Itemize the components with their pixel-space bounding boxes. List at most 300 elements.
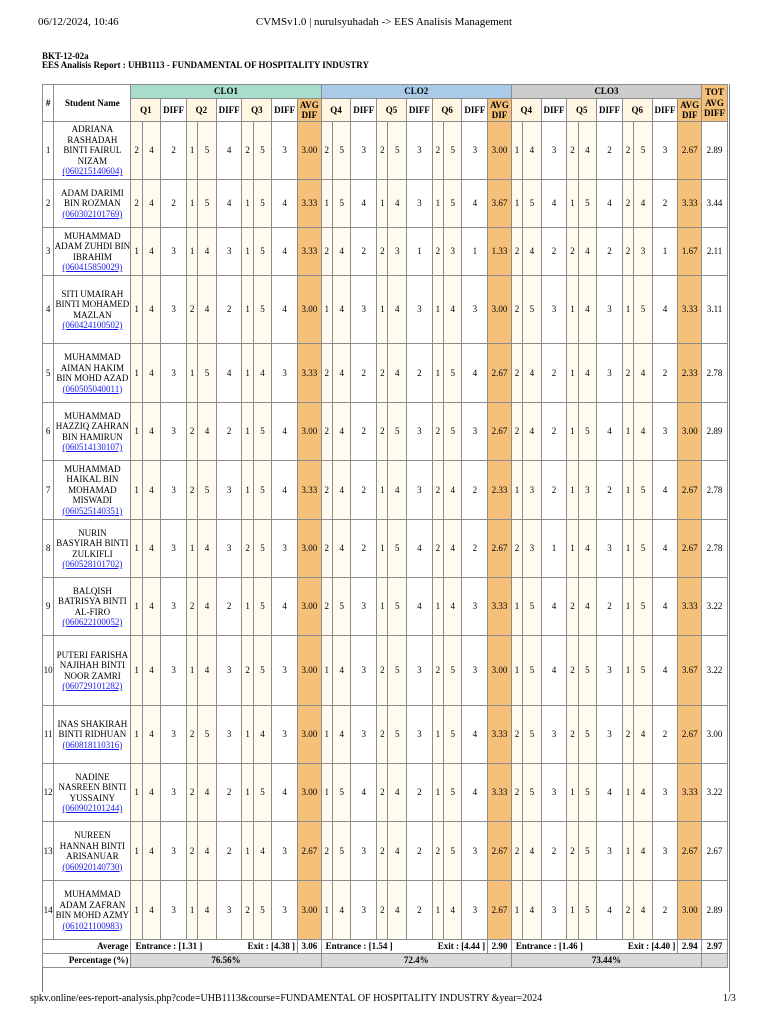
exit-score: 4 <box>198 276 217 344</box>
diff-value: 3 <box>161 764 187 822</box>
entrance-score: 1 <box>321 180 332 228</box>
student-name-cell <box>54 228 131 276</box>
exit-score: 5 <box>332 122 351 180</box>
col-header-question: Q3 <box>242 99 272 122</box>
entrance-score: 1 <box>131 461 142 520</box>
entrance-score: 2 <box>186 578 197 636</box>
exit-score: 5 <box>253 180 272 228</box>
entrance-score: 2 <box>377 636 388 706</box>
table-row <box>43 228 728 276</box>
entrance-score: 2 <box>321 228 332 276</box>
exit-score: 4 <box>142 403 161 461</box>
exit-score: 5 <box>578 822 597 881</box>
entrance-score: 1 <box>567 461 578 520</box>
diff-value: 4 <box>272 180 298 228</box>
clo-header-2: CLO2 <box>321 85 511 99</box>
entrance-score: 1 <box>432 881 443 940</box>
diff-value: 3 <box>541 881 567 940</box>
entrance-score: 2 <box>622 881 633 940</box>
entrance-score: 2 <box>321 578 332 636</box>
exit-score: 4 <box>332 228 351 276</box>
entrance-score: 1 <box>131 228 142 276</box>
diff-value: 3 <box>597 520 623 578</box>
entrance-score: 1 <box>242 461 253 520</box>
exit-score: 4 <box>578 122 597 180</box>
diff-value: 3 <box>216 881 242 940</box>
percentage-label: Percentage (%) <box>43 954 131 968</box>
diff-value: 3 <box>351 881 377 940</box>
exit-score: 5 <box>578 881 597 940</box>
exit-score: 4 <box>198 822 217 881</box>
entrance-score: 1 <box>511 180 522 228</box>
exit-score: 4 <box>443 578 462 636</box>
diff-value: 3 <box>652 822 678 881</box>
entrance-score: 2 <box>622 228 633 276</box>
exit-score: 4 <box>388 180 407 228</box>
row-number: 6 <box>43 403 54 461</box>
diff-value: 4 <box>406 520 432 578</box>
diff-value: 3 <box>272 122 298 180</box>
print-datetime: 06/12/2024, 10:46 <box>38 16 119 28</box>
percentage-value: 72.4% <box>321 954 511 968</box>
col-header-student-name: Student Name <box>54 85 131 122</box>
diff-value: 4 <box>272 764 298 822</box>
avg-dif-value: 2.67 <box>297 822 321 881</box>
total-avg-diff-value: 2.67 <box>702 822 728 881</box>
entrance-score: 1 <box>131 636 142 706</box>
exit-score: 5 <box>523 636 542 706</box>
diff-value: 3 <box>597 706 623 764</box>
avg-dif-value: 3.00 <box>678 881 702 940</box>
avg-dif-value: 3.33 <box>678 764 702 822</box>
avg-dif-value: 2.67 <box>488 403 512 461</box>
diff-value: 4 <box>541 578 567 636</box>
student-name-cell <box>54 520 131 578</box>
entrance-score: 1 <box>242 822 253 881</box>
entrance-score: 2 <box>321 520 332 578</box>
exit-score: 5 <box>332 822 351 881</box>
entrance-score: 1 <box>131 520 142 578</box>
diff-value: 3 <box>161 520 187 578</box>
entrance-score: 1 <box>321 706 332 764</box>
diff-value: 3 <box>462 276 488 344</box>
diff-value: 3 <box>406 180 432 228</box>
exit-score: 4 <box>388 461 407 520</box>
col-header-number: # <box>43 85 54 122</box>
avg-dif-value: 2.67 <box>678 122 702 180</box>
avg-dif-value: 3.33 <box>488 578 512 636</box>
diff-value: 4 <box>272 403 298 461</box>
diff-value: 1 <box>652 228 678 276</box>
print-url: spkv.online/ees-report-analysis.php?code=UHB1113&course=FUNDAMENTAL OF HOSPITALITY INDUSTRY &year=2024 <box>30 993 543 1004</box>
col-header-diff: DIFF <box>541 99 567 122</box>
entrance-score: 1 <box>186 520 197 578</box>
exit-score: 5 <box>578 403 597 461</box>
report-code: BKT-12-02a <box>42 51 89 61</box>
table-row <box>43 764 728 822</box>
diff-value: 3 <box>462 578 488 636</box>
entrance-score: 1 <box>377 520 388 578</box>
student-name-cell <box>54 403 131 461</box>
exit-score: 5 <box>388 520 407 578</box>
exit-score: 4 <box>332 520 351 578</box>
student-id-link[interactable]: (060525140351) <box>62 505 123 516</box>
diff-value: 2 <box>351 344 377 403</box>
diff-value: 3 <box>351 122 377 180</box>
diff-value: 3 <box>406 122 432 180</box>
row-number: 9 <box>43 578 54 636</box>
exit-score: 4 <box>578 344 597 403</box>
avg-dif-value: 2.67 <box>488 822 512 881</box>
student-name: NURIN BASYIRAH BINTI ZULKIFLI <box>56 527 129 559</box>
diff-value: 3 <box>462 636 488 706</box>
entrance-score: 1 <box>567 344 578 403</box>
student-id-link[interactable]: (060302101769) <box>62 208 123 219</box>
exit-score: 4 <box>142 578 161 636</box>
col-header-diff: DIFF <box>351 99 377 122</box>
student-name: MUHAMMAD ADAM ZAFRAN BIN MOHD AZMY <box>55 889 130 920</box>
entrance-score: 1 <box>242 180 253 228</box>
entrance-score: 2 <box>511 520 522 578</box>
col-header-diff: DIFF <box>652 99 678 122</box>
entrance-score: 1 <box>622 636 633 706</box>
entrance-average: Entrance : [1.31 ] <box>135 941 203 952</box>
report-title: EES Analisis Report : UHB1113 - FUNDAMENTAL OF HOSPITALITY INDUSTRY <box>42 60 369 70</box>
avg-dif-value: 3.00 <box>488 276 512 344</box>
entrance-score: 1 <box>131 344 142 403</box>
entrance-score: 1 <box>567 403 578 461</box>
student-id-link[interactable]: (060902101244) <box>62 803 123 813</box>
student-id-link[interactable]: (060818110316) <box>62 739 123 750</box>
table-row <box>43 822 728 881</box>
entrance-score: 2 <box>622 706 633 764</box>
col-header-diff: DIFF <box>597 99 623 122</box>
exit-score: 3 <box>578 461 597 520</box>
total-avg-diff-value: 3.44 <box>702 180 728 228</box>
exit-score: 3 <box>388 228 407 276</box>
table-row <box>43 180 728 228</box>
exit-score: 4 <box>634 180 653 228</box>
diff-value: 2 <box>652 180 678 228</box>
diff-value: 3 <box>541 764 567 822</box>
exit-average: Exit : [4.38 ] <box>247 941 295 952</box>
entrance-score: 2 <box>622 180 633 228</box>
exit-score: 5 <box>198 706 217 764</box>
exit-score: 4 <box>523 122 542 180</box>
student-name: MUHAMMAD HAIKAL BIN MOHAMAD MISWADI <box>64 463 121 506</box>
avg-dif-value: 2.67 <box>488 881 512 940</box>
avg-dif-value: 3.00 <box>297 881 321 940</box>
entrance-score: 1 <box>432 764 443 822</box>
entrance-score: 2 <box>511 344 522 403</box>
entrance-score: 1 <box>131 578 142 636</box>
diff-value: 3 <box>272 822 298 881</box>
total-avg-diff-value: 3.22 <box>702 764 728 822</box>
total-avg-diff-value: 2.89 <box>702 122 728 180</box>
col-header-question: Q4 <box>321 99 351 122</box>
student-id-link[interactable]: (060528101702) <box>62 559 123 569</box>
exit-score: 5 <box>332 764 351 822</box>
percentage-value: 73.44% <box>511 954 701 968</box>
student-id-link[interactable]: (060505040011) <box>62 383 123 394</box>
diff-value: 2 <box>406 764 432 822</box>
entrance-score: 1 <box>242 344 253 403</box>
entrance-score: 2 <box>242 636 253 706</box>
diff-value: 3 <box>272 881 298 940</box>
clo-header-3: CLO3 <box>511 85 701 99</box>
table-row <box>43 344 728 403</box>
diff-value: 4 <box>216 180 242 228</box>
exit-score: 5 <box>443 344 462 403</box>
print-page-title: CVMSv1.0 | nurulsyuhadah -> EES Analisis Management <box>255 16 513 28</box>
entrance-score: 2 <box>567 706 578 764</box>
entrance-score: 1 <box>567 881 578 940</box>
entrance-score: 1 <box>432 180 443 228</box>
exit-score: 5 <box>443 122 462 180</box>
student-id-link[interactable]: (060215140604) <box>62 166 123 177</box>
student-id-link[interactable]: (060729101282) <box>62 681 123 691</box>
entrance-score: 1 <box>377 180 388 228</box>
diff-value: 3 <box>161 228 187 276</box>
col-header-avg-dif: AVG DIF <box>488 99 512 122</box>
diff-value: 2 <box>161 180 187 228</box>
avg-dif-value: 3.33 <box>678 578 702 636</box>
diff-value: 4 <box>351 764 377 822</box>
entrance-score: 1 <box>321 636 332 706</box>
row-number: 2 <box>43 180 54 228</box>
exit-score: 4 <box>578 578 597 636</box>
total-avg-diff-value: 3.00 <box>702 706 728 764</box>
table-row <box>43 520 728 578</box>
entrance-score: 1 <box>622 403 633 461</box>
diff-value: 3 <box>652 122 678 180</box>
entrance-score: 1 <box>131 276 142 344</box>
exit-score: 4 <box>142 706 161 764</box>
exit-score: 5 <box>388 403 407 461</box>
exit-score: 5 <box>634 122 653 180</box>
diff-value: 3 <box>161 706 187 764</box>
diff-value: 2 <box>216 403 242 461</box>
total-avg-diff-value: 2.78 <box>702 461 728 520</box>
diff-value: 3 <box>272 520 298 578</box>
student-name-cell <box>54 180 131 228</box>
exit-score: 4 <box>142 636 161 706</box>
exit-score: 5 <box>253 276 272 344</box>
diff-value: 2 <box>216 276 242 344</box>
exit-score: 4 <box>634 881 653 940</box>
diff-value: 2 <box>597 461 623 520</box>
student-name-cell <box>54 578 131 636</box>
exit-score: 4 <box>142 276 161 344</box>
diff-value: 2 <box>652 706 678 764</box>
entrance-score: 2 <box>186 461 197 520</box>
avg-dif-value: 3.67 <box>678 636 702 706</box>
col-header-diff: DIFF <box>462 99 488 122</box>
entrance-score: 2 <box>432 403 443 461</box>
entrance-score: 1 <box>622 578 633 636</box>
exit-score: 4 <box>142 180 161 228</box>
diff-value: 3 <box>216 228 242 276</box>
avg-dif-value: 3.00 <box>297 764 321 822</box>
exit-score: 4 <box>198 764 217 822</box>
entrance-score: 1 <box>511 636 522 706</box>
exit-score: 4 <box>253 706 272 764</box>
avg-dif-value: 3.33 <box>297 461 321 520</box>
avg-dif-value: 3.00 <box>297 276 321 344</box>
diff-value: 3 <box>161 822 187 881</box>
diff-value: 4 <box>597 180 623 228</box>
student-name: INAS SHAKIRAH BINTI RIDHUAN <box>57 718 128 740</box>
col-header-question: Q5 <box>567 99 597 122</box>
diff-value: 3 <box>351 706 377 764</box>
student-name: MUHAMMAD HAZZIQ ZAHRAN BIN HAMIRUN <box>55 410 129 442</box>
diff-value: 3 <box>272 344 298 403</box>
entrance-score: 1 <box>567 180 578 228</box>
student-id-link[interactable]: (060415850029) <box>62 262 123 272</box>
student-id-link[interactable]: (061021100983) <box>62 920 123 931</box>
entrance-score: 2 <box>377 122 388 180</box>
average-avg-dif: 2.90 <box>488 940 512 954</box>
diff-value: 4 <box>597 403 623 461</box>
exit-score: 4 <box>523 822 542 881</box>
entrance-score: 2 <box>511 764 522 822</box>
row-number: 5 <box>43 344 54 403</box>
average-entrance-exit <box>131 940 298 954</box>
diff-value: 1 <box>406 228 432 276</box>
exit-score: 4 <box>332 461 351 520</box>
student-id-link[interactable]: (060424100502) <box>62 320 123 330</box>
diff-value: 3 <box>216 706 242 764</box>
diff-value: 2 <box>652 344 678 403</box>
entrance-score: 2 <box>511 706 522 764</box>
entrance-score: 2 <box>242 881 253 940</box>
entrance-score: 1 <box>622 276 633 344</box>
diff-value: 2 <box>406 344 432 403</box>
diff-value: 4 <box>272 276 298 344</box>
diff-value: 4 <box>272 578 298 636</box>
exit-score: 4 <box>634 822 653 881</box>
average-avg-dif: 2.94 <box>678 940 702 954</box>
entrance-score: 2 <box>321 461 332 520</box>
exit-score: 5 <box>388 122 407 180</box>
exit-score: 5 <box>388 636 407 706</box>
exit-score: 5 <box>578 764 597 822</box>
clo-header-1: CLO1 <box>131 85 321 99</box>
entrance-score: 1 <box>186 180 197 228</box>
exit-score: 4 <box>578 228 597 276</box>
entrance-score: 2 <box>432 228 443 276</box>
exit-score: 4 <box>388 881 407 940</box>
percentage-empty <box>702 954 728 968</box>
exit-score: 4 <box>634 706 653 764</box>
exit-score: 5 <box>198 180 217 228</box>
exit-score: 4 <box>634 344 653 403</box>
diff-value: 2 <box>161 122 187 180</box>
student-id-link[interactable]: (060622100052) <box>62 617 123 627</box>
exit-score: 5 <box>523 578 542 636</box>
diff-value: 4 <box>462 180 488 228</box>
student-name: MUHAMMAD ADAM ZUHDI BIN IBRAHIM <box>54 230 131 262</box>
student-name: BALQISH BATRISYA BINTI AL-FIRO <box>57 585 127 617</box>
avg-dif-value: 3.33 <box>297 344 321 403</box>
avg-dif-value: 3.33 <box>297 228 321 276</box>
exit-score: 5 <box>523 706 542 764</box>
diff-value: 4 <box>652 461 678 520</box>
entrance-score: 2 <box>567 578 578 636</box>
diff-value: 3 <box>462 403 488 461</box>
avg-dif-value: 2.67 <box>678 706 702 764</box>
exit-score: 5 <box>253 578 272 636</box>
student-name-cell <box>54 764 131 822</box>
avg-dif-value: 2.33 <box>678 344 702 403</box>
exit-score: 4 <box>253 822 272 881</box>
exit-score: 5 <box>634 520 653 578</box>
diff-value: 1 <box>541 520 567 578</box>
diff-value: 3 <box>406 403 432 461</box>
exit-score: 5 <box>198 344 217 403</box>
exit-score: 5 <box>388 706 407 764</box>
exit-score: 5 <box>578 636 597 706</box>
diff-value: 3 <box>216 520 242 578</box>
diff-value: 2 <box>351 461 377 520</box>
avg-dif-value: 1.33 <box>488 228 512 276</box>
entrance-score: 1 <box>242 764 253 822</box>
exit-score: 3 <box>523 461 542 520</box>
exit-score: 4 <box>523 344 542 403</box>
col-header-question: Q4 <box>511 99 541 122</box>
col-header-diff: DIFF <box>272 99 298 122</box>
diff-value: 3 <box>406 276 432 344</box>
entrance-score: 2 <box>511 403 522 461</box>
diff-value: 2 <box>406 881 432 940</box>
diff-value: 2 <box>351 228 377 276</box>
entrance-score: 2 <box>377 764 388 822</box>
entrance-average: Entrance : [1.54 ] <box>325 941 393 952</box>
student-id-link[interactable]: (060514130107) <box>62 442 123 452</box>
student-id-link[interactable]: (060920140730) <box>62 861 123 872</box>
exit-score: 5 <box>253 881 272 940</box>
exit-score: 5 <box>634 461 653 520</box>
entrance-score: 1 <box>242 228 253 276</box>
exit-score: 4 <box>332 344 351 403</box>
exit-score: 5 <box>253 228 272 276</box>
entrance-score: 2 <box>186 706 197 764</box>
col-header-diff: DIFF <box>406 99 432 122</box>
diff-value: 2 <box>597 228 623 276</box>
avg-dif-value: 3.33 <box>488 764 512 822</box>
entrance-score: 2 <box>242 520 253 578</box>
exit-score: 4 <box>443 461 462 520</box>
entrance-score: 2 <box>131 180 142 228</box>
exit-score: 4 <box>198 578 217 636</box>
entrance-score: 1 <box>377 578 388 636</box>
row-number: 4 <box>43 276 54 344</box>
diff-value: 3 <box>272 706 298 764</box>
entrance-score: 2 <box>511 822 522 881</box>
exit-score: 4 <box>523 228 542 276</box>
diff-value: 4 <box>652 520 678 578</box>
diff-value: 3 <box>652 764 678 822</box>
entrance-score: 1 <box>377 276 388 344</box>
entrance-score: 1 <box>321 276 332 344</box>
diff-value: 2 <box>462 520 488 578</box>
diff-value: 4 <box>351 180 377 228</box>
student-name-cell <box>54 276 131 344</box>
exit-score: 5 <box>443 636 462 706</box>
entrance-score: 2 <box>377 822 388 881</box>
diff-value: 4 <box>652 636 678 706</box>
student-name: NADINE NASREEN BINTI YUSSAINY <box>58 771 127 803</box>
